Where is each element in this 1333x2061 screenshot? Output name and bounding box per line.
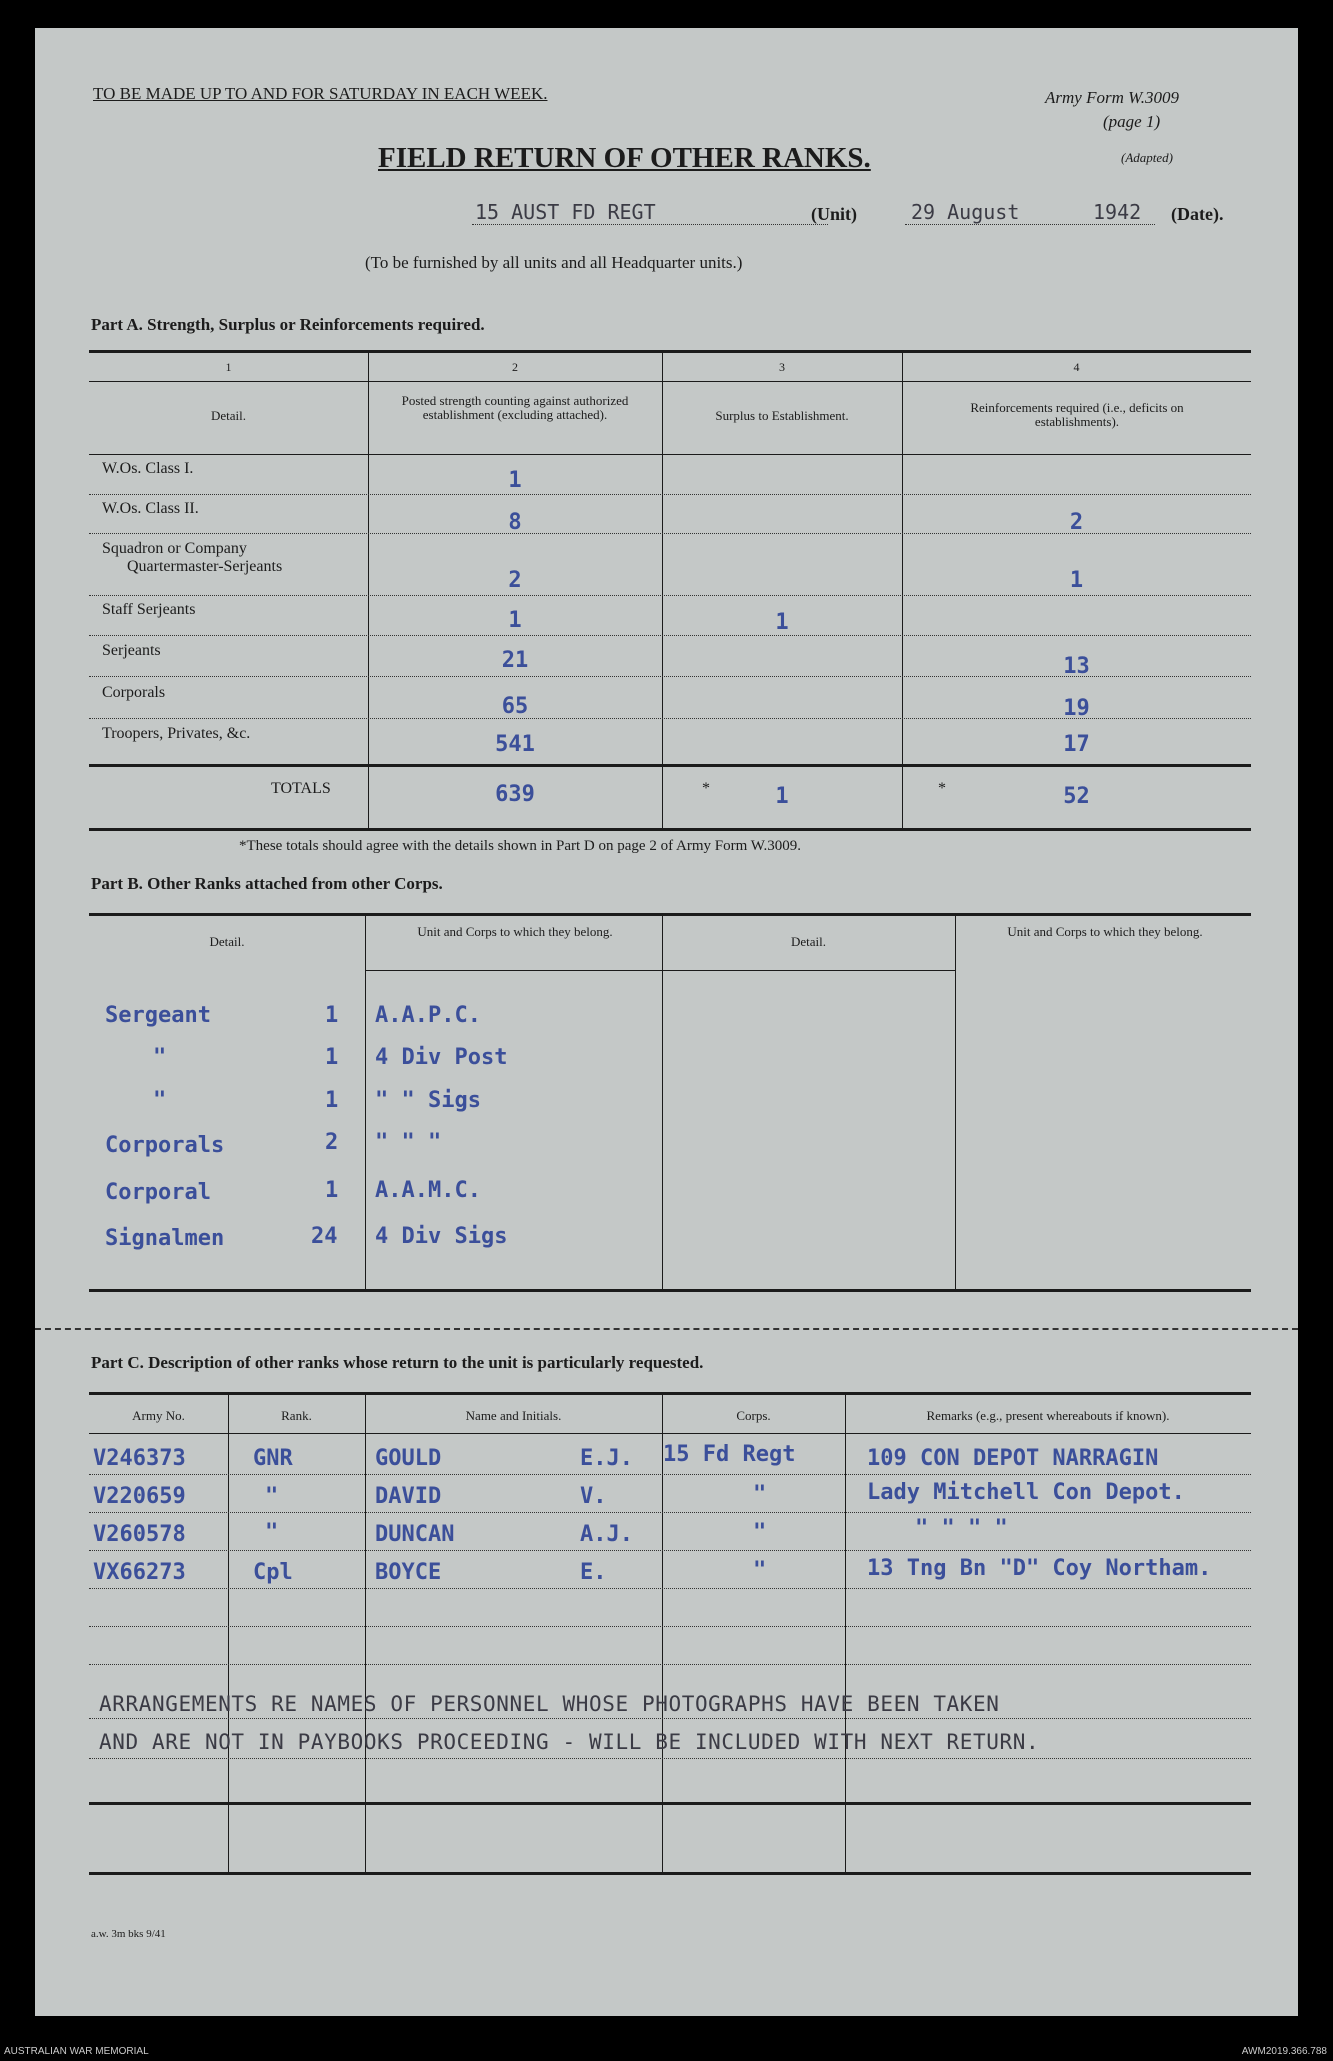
- requested-corps: ": [753, 1558, 767, 1583]
- attached-unit: A.A.M.C.: [375, 1178, 481, 1203]
- row-posted: 8: [508, 510, 522, 535]
- col-header-detail: Detail.: [210, 408, 246, 423]
- printer-mark: a.w. 3m bks 9/41: [91, 1928, 166, 1940]
- part-c-col-rank: Rank.: [281, 1408, 312, 1423]
- instruction-line: TO BE MADE UP TO AND FOR SATURDAY IN EACH WEEK.: [93, 84, 548, 103]
- row-detail-continued: Quartermaster-Serjeants: [127, 558, 283, 575]
- col-number-1: 1: [225, 360, 232, 374]
- col-header-reinforcements: Reinforcements required (i.e., deficits on establishments).: [970, 400, 1184, 429]
- attached-unit: A.A.P.C.: [375, 1003, 481, 1028]
- totals-label: TOTALS: [271, 780, 331, 797]
- part-c-col-name: Name and Initials.: [465, 1408, 562, 1423]
- attached-detail: Signalmen: [105, 1226, 225, 1251]
- arrangements-note-line-1: ARRANGEMENTS RE NAMES OF PERSONNEL WHOSE PHOTOGRAPHS HAVE BEEN TAKEN: [99, 1692, 1000, 1716]
- attached-unit: 4 Div Sigs: [375, 1224, 508, 1249]
- requested-name: DAVID: [375, 1484, 442, 1509]
- part-b-col-unit: Unit and Corps to which they belong.: [417, 924, 613, 939]
- row-reinforcements: 17: [1063, 732, 1090, 757]
- col-number-3: 3: [779, 360, 785, 374]
- total-surplus-asterisk: *: [702, 780, 710, 797]
- part-b-col-detail: Detail.: [209, 934, 245, 949]
- requested-corps: ": [753, 1520, 767, 1545]
- row-reinforcements: 19: [1063, 696, 1090, 721]
- part-c-col-remarks: Remarks (e.g., present whereabouts if known).: [926, 1408, 1170, 1423]
- requested-rank: ": [265, 1520, 279, 1545]
- form-page: [35, 28, 1298, 2016]
- attached-detail: ": [153, 1088, 167, 1113]
- part-c-col-army-no: Army No.: [132, 1408, 185, 1423]
- row-posted: 2: [508, 568, 522, 593]
- requested-remarks: Lady Mitchell Con Depot.: [867, 1480, 1185, 1505]
- row-detail: W.Os. Class I.: [102, 460, 194, 477]
- requested-rank: ": [265, 1484, 279, 1509]
- part-b-col-unit-2: Unit and Corps to which they belong.: [1007, 924, 1203, 939]
- furnish-note: (To be furnished by all units and all Headquarter units.): [365, 253, 743, 272]
- totals-footnote: *These totals should agree with the details shown in Part D on page 2 of Army Form W.3009.: [239, 838, 802, 854]
- attached-count: 1: [325, 1045, 339, 1070]
- row-detail: W.Os. Class II.: [102, 500, 199, 517]
- total-reinforcements-asterisk: *: [938, 780, 946, 797]
- date-value: 29 August: [911, 200, 1020, 224]
- arrangements-note-line-2: AND ARE NOT IN PAYBOOKS PROCEEDING - WILL BE INCLUDED WITH NEXT RETURN.: [99, 1730, 1040, 1754]
- requested-corps: 15 Fd Regt: [663, 1442, 796, 1467]
- row-detail: Corporals: [102, 684, 166, 701]
- col-number-4: 4: [1073, 360, 1080, 374]
- archive-accession-number: AWM2019.366.788: [1241, 2046, 1327, 2057]
- requested-initials: E.J.: [580, 1446, 633, 1471]
- unit-label: (Unit): [811, 204, 857, 224]
- requested-initials: A.J.: [580, 1522, 633, 1547]
- attached-count: 1: [325, 1088, 339, 1113]
- form-page-number: (page 1): [1103, 112, 1161, 131]
- row-detail: Squadron or Company: [102, 540, 247, 557]
- requested-remarks: " " " ": [915, 1516, 1008, 1541]
- row-posted: 1: [508, 608, 522, 633]
- requested-army-no: V260578: [93, 1522, 186, 1547]
- requested-rank: Cpl: [253, 1560, 293, 1585]
- total-surplus: 1: [775, 784, 789, 809]
- archive-credit: AUSTRALIAN WAR MEMORIAL: [4, 2046, 149, 2057]
- row-detail: Serjeants: [102, 642, 161, 659]
- attached-count: 24: [311, 1224, 338, 1249]
- year-value: 1942: [1093, 200, 1142, 224]
- requested-army-no: V220659: [93, 1484, 186, 1509]
- part-a-heading: Part A. Strength, Surplus or Reinforcements required.: [91, 315, 485, 334]
- row-posted: 21: [501, 648, 529, 673]
- attached-unit: " " Sigs: [375, 1088, 481, 1113]
- attached-detail: ": [153, 1045, 167, 1070]
- form-id: Army Form W.3009: [1045, 88, 1179, 107]
- col-header-posted: Posted strength counting against authorized establishment (excluding attached).: [401, 393, 629, 422]
- row-detail: Staff Serjeants: [102, 601, 196, 618]
- row-reinforcements: 2: [1069, 510, 1084, 535]
- perforation-line: [35, 1328, 1298, 1330]
- requested-name: GOULD: [375, 1446, 442, 1471]
- requested-name: BOYCE: [375, 1560, 442, 1585]
- attached-unit: 4 Div Post: [375, 1045, 508, 1070]
- part-b-heading: Part B. Other Ranks attached from other Corps.: [91, 874, 443, 893]
- attached-count: 1: [325, 1178, 339, 1203]
- unit-value: 15 AUST FD REGT: [475, 200, 656, 224]
- requested-army-no: V246373: [93, 1446, 186, 1471]
- total-reinforcements: 52: [1063, 784, 1090, 809]
- part-b-col-detail-2: Detail.: [790, 934, 826, 949]
- requested-remarks: 13 Tng Bn "D" Coy Northam.: [867, 1556, 1212, 1581]
- requested-initials: E.: [580, 1560, 607, 1585]
- row-posted: 541: [495, 732, 535, 757]
- row-reinforcements: 1: [1069, 568, 1084, 593]
- date-label: (Date).: [1171, 204, 1224, 224]
- row-reinforcements: 13: [1063, 654, 1090, 679]
- attached-detail: Sergeant: [105, 1003, 211, 1028]
- attached-count: 1: [325, 1003, 339, 1028]
- attached-count: 2: [325, 1130, 339, 1155]
- row-posted: 65: [501, 694, 529, 719]
- attached-detail: Corporals: [105, 1133, 225, 1158]
- part-c-heading: Part C. Description of other ranks whose return to the unit is particularly requested.: [91, 1353, 704, 1372]
- col-header-surplus: Surplus to Establishment.: [715, 408, 849, 423]
- requested-initials: V.: [580, 1484, 607, 1509]
- row-posted: 1: [508, 468, 522, 493]
- requested-rank: GNR: [253, 1446, 293, 1471]
- col-number-2: 2: [512, 360, 518, 374]
- requested-army-no: VX66273: [93, 1560, 186, 1585]
- page-title: FIELD RETURN OF OTHER RANKS.: [378, 142, 871, 174]
- requested-name: DUNCAN: [375, 1522, 455, 1547]
- requested-remarks: 109 CON DEPOT NARRAGIN: [867, 1446, 1159, 1471]
- row-detail: Troopers, Privates, &c.: [102, 725, 251, 742]
- attached-detail: Corporal: [105, 1180, 211, 1205]
- attached-unit: " " ": [375, 1130, 442, 1155]
- requested-corps: ": [753, 1482, 767, 1507]
- row-surplus: 1: [775, 610, 789, 635]
- total-posted: 639: [495, 782, 535, 807]
- part-c-col-corps: Corps.: [736, 1408, 771, 1423]
- adapted-label: (Adapted): [1121, 150, 1173, 165]
